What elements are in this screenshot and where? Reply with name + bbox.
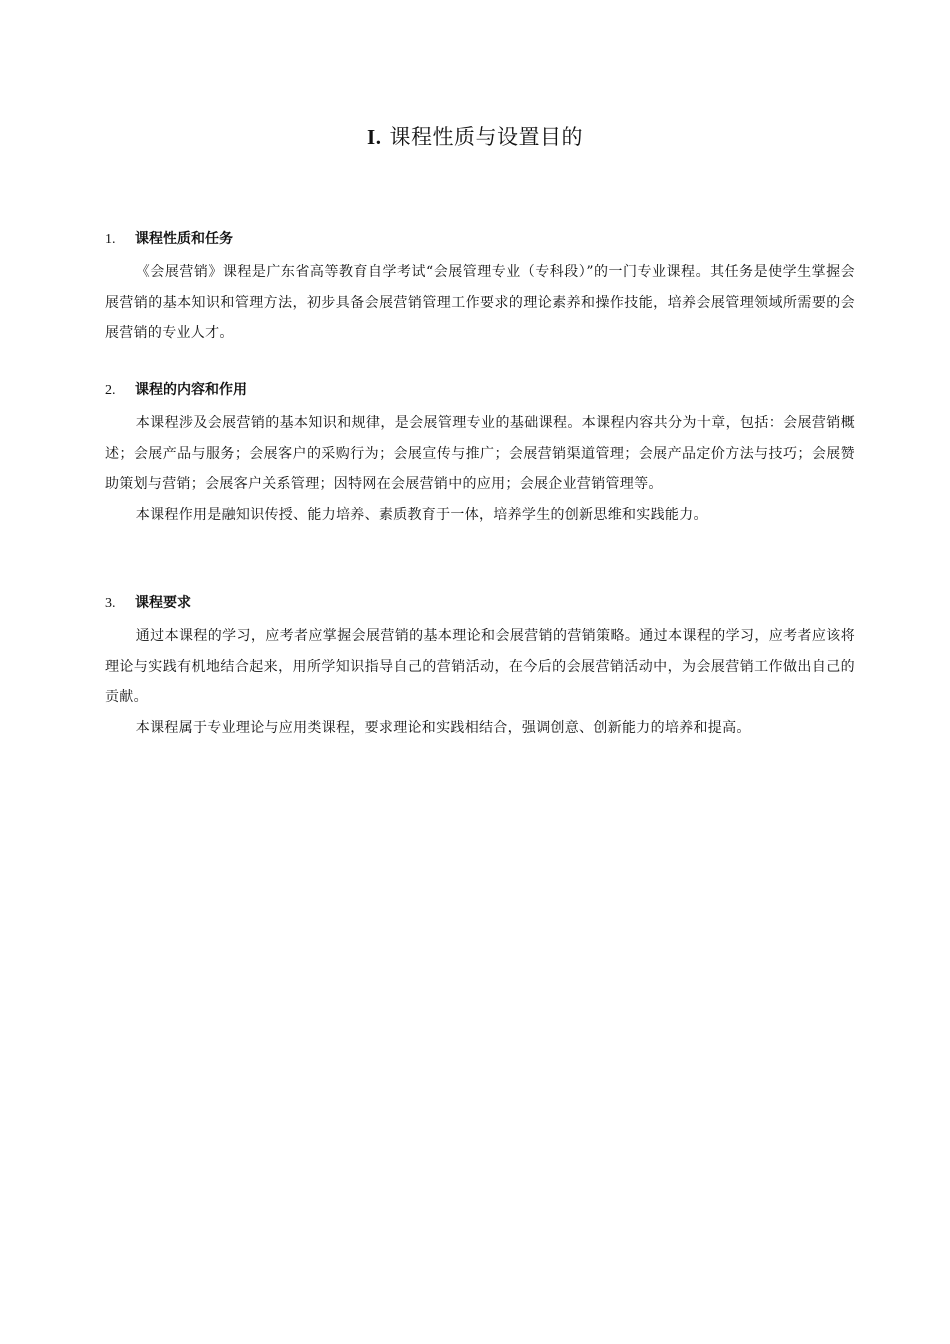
title-numeral: I. xyxy=(367,125,382,149)
paragraph: 通过本课程的学习，应考者应掌握会展营销的基本理论和会展营销的营销策略。通过本课程的学习，应考者应该将理论与实践有机地结合起来，用所学知识指导自己的营销活动，在今后的会展营销活动中，为会展营销工作做出自己的贡献。 xyxy=(105,628,855,705)
section-heading-text: 课程性质和任务 xyxy=(135,231,233,247)
section-number: 3. xyxy=(105,596,116,611)
section-heading xyxy=(105,593,855,613)
paragraph: 本课程涉及会展营销的基本知识和规律，是会展管理专业的基础课程。本课程内容共分为十章，包括：会展营销概述；会展产品与服务；会展客户的采购行为；会展宣传与推广；会展营销渠道管理；会展产品定价方法与技巧；会展赞助策划与营销；会展客户关系管理；因特网在会展营销中的应用；会展企业营销管理等。 xyxy=(105,415,855,492)
section-number: 1. xyxy=(105,232,116,247)
section-course-nature xyxy=(105,229,855,349)
section-course-content xyxy=(105,380,855,530)
title-text: 课程性质与设置目的 xyxy=(389,125,583,149)
section-heading xyxy=(105,380,855,400)
section-number: 2. xyxy=(105,383,116,398)
section-heading-text: 课程的内容和作用 xyxy=(135,382,247,398)
paragraph: 《会展营销》课程是广东省高等教育自学考试“会展管理专业（专科段）”的一门专业课程。其任务是使学生掌握会展营销的基本知识和管理方法，初步具备会展营销管理工作要求的理论素养和操作技能，培养会展管理领域所需要的会展营销的专业人才。 xyxy=(105,264,855,341)
paragraph: 本课程作用是融知识传授、能力培养、素质教育于一体，培养学生的创新思维和实践能力。 xyxy=(135,506,708,523)
section-course-requirements xyxy=(105,593,855,743)
page-title xyxy=(0,122,950,152)
paragraph: 本课程属于专业理论与应用类课程，要求理论和实践相结合，强调创意、创新能力的培养和提高。 xyxy=(135,719,751,736)
section-heading-text: 课程要求 xyxy=(135,595,191,611)
section-heading xyxy=(105,229,855,249)
